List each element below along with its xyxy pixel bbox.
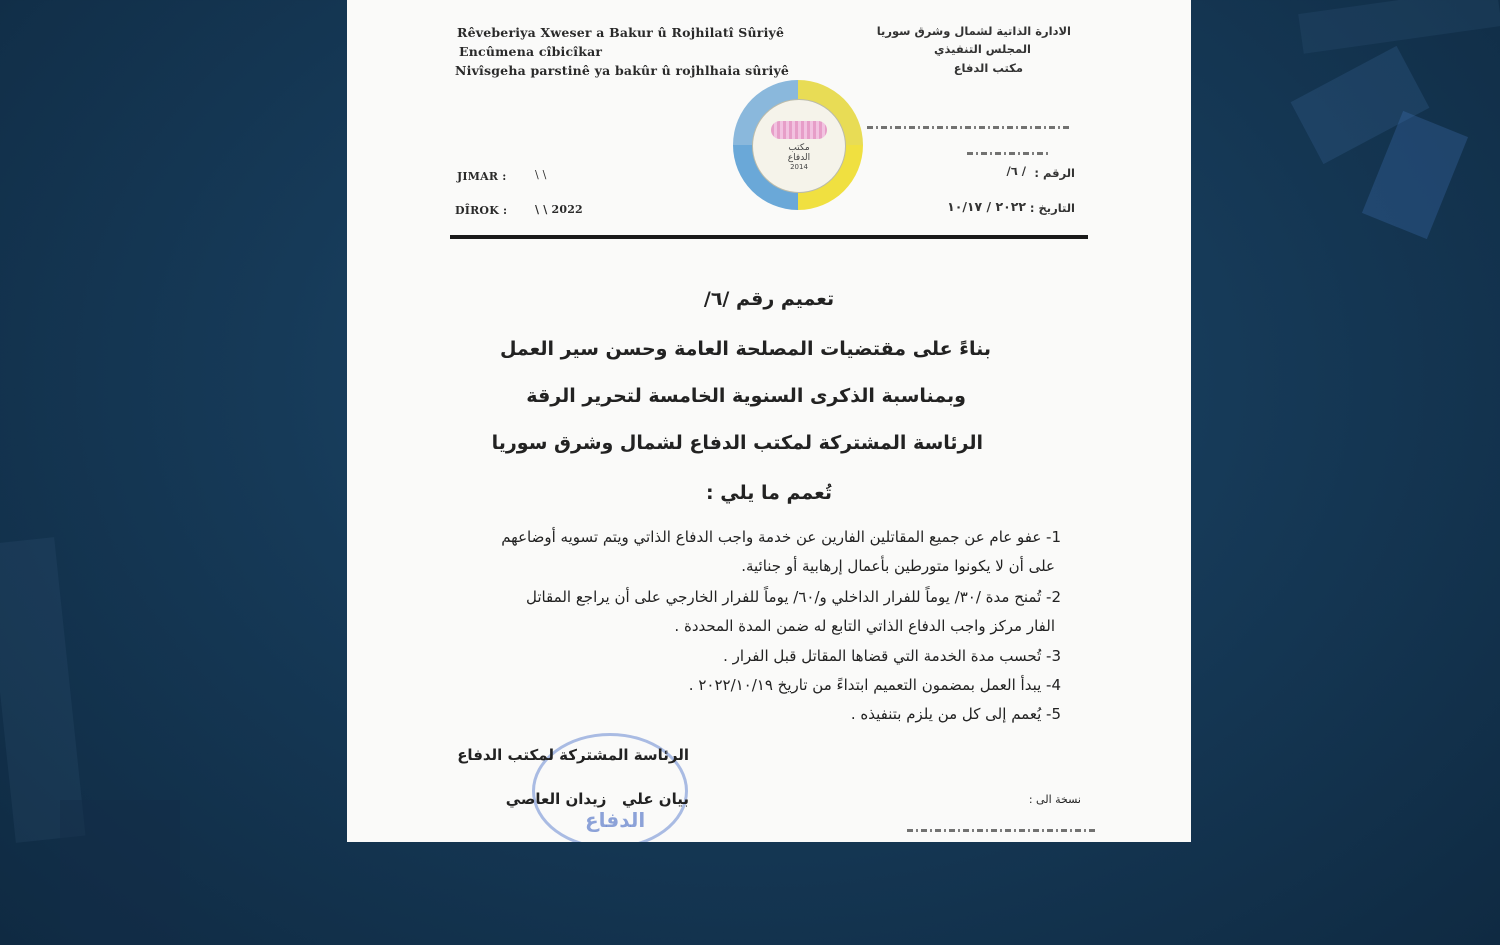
item-1-cont: على أن لا يكونوا متورطين بأعمال إرهابية أو جنائية. — [741, 557, 1055, 575]
item-3: 3- تُحسب مدة الخدمة التي قضاها المقاتل قبل الفرار . — [723, 647, 1061, 665]
header-left-line-3: Nivîsgeha parstinê ya bakûr û rojhlhaia sûriyê — [455, 63, 790, 78]
item-2-cont: الفار مركز واجب الدفاع الذاتي التابع له ضمن المدة المحددة . — [674, 617, 1055, 635]
header-right-line-1: الادارة الذاتية لشمال وشرق سوريا — [876, 24, 1071, 38]
body-line-3: الرئاسة المشتركة لمكتب الدفاع لشمال وشرق سوريا — [491, 432, 983, 454]
stamp-text: الدفاع — [585, 808, 646, 832]
document-page — [347, 0, 1191, 842]
header-right-line-2: المجلس التنفيذي — [933, 42, 1031, 56]
jimar-label: JIMAR : — [457, 170, 507, 183]
illegible-text — [907, 829, 1097, 832]
seal-emblem — [771, 121, 827, 139]
body-line-1: بناءً على مقتضيات المصلحة العامة وحسن سير العمل — [499, 338, 991, 360]
item-4: 4- يبدأ العمل بمضمون التعميم ابتداءً من تاريخ ٢٠٢٢/١٠/١٩ . — [688, 676, 1061, 694]
background-shape — [0, 537, 85, 843]
item-1: 1- عفو عام عن جميع المقاتلين الفارين عن خدمة واجب الدفاع الذاتي ويتم تسويه أوضاعهم — [501, 528, 1061, 546]
background-shape — [1298, 0, 1500, 54]
seal-text-bottom: الدفاع — [787, 153, 811, 163]
header-right-line-3: مكتب الدفاع — [953, 61, 1023, 75]
document-image — [347, 0, 1191, 842]
body-line-4: تُعمم ما يلي : — [706, 482, 832, 504]
seal-text-top: مكتب — [788, 143, 810, 153]
dirok-value: \ \ 2022 — [535, 203, 583, 216]
header-divider — [450, 235, 1088, 239]
body-line-2: وبمناسبة الذكرى السنوية الخامسة لتحرير الرقة — [526, 385, 966, 407]
seal-logo — [733, 80, 863, 210]
tarikh-value: ٢٠٢٢ / ١٠/١٧ — [947, 199, 1026, 214]
circular-title: تعميم رقم /٦/ — [703, 288, 835, 310]
raqm-label: الرقم : — [1034, 166, 1075, 180]
dirok-label: DÎROK : — [455, 204, 508, 217]
signature-line-1: الرئاسة المشتركة لمكتب الدفاع — [457, 746, 689, 764]
background-shape — [60, 800, 180, 945]
tarikh-label: التاريخ : — [1029, 201, 1075, 215]
seal-year: 2014 — [790, 163, 808, 171]
header-left-line-1: Rêveberiya Xweser a Bakur û Rojhilatî Sûriyê — [457, 25, 785, 40]
header-left-line-2: Encûmena cîbicîkar — [459, 44, 603, 59]
jimar-value: \ \ — [535, 168, 547, 181]
item-2: 2- تُمنح مدة /٣٠/ يوماً للفرار الداخلي و/٦٠/ يوماً للفرار الخارجي على أن يراجع المقاتل — [525, 588, 1061, 606]
item-5: 5- يُعمم إلى كل من يلزم بتنفيذه . — [850, 705, 1061, 723]
signature-line-2: بيان علي زيدان العاصي — [505, 790, 689, 808]
raqm-value: / ٦/ — [1006, 164, 1026, 178]
illegible-text — [967, 152, 1049, 155]
seal-center — [752, 99, 846, 193]
copy-to-label: نسخة الى : — [1028, 793, 1081, 806]
illegible-text — [867, 126, 1072, 129]
